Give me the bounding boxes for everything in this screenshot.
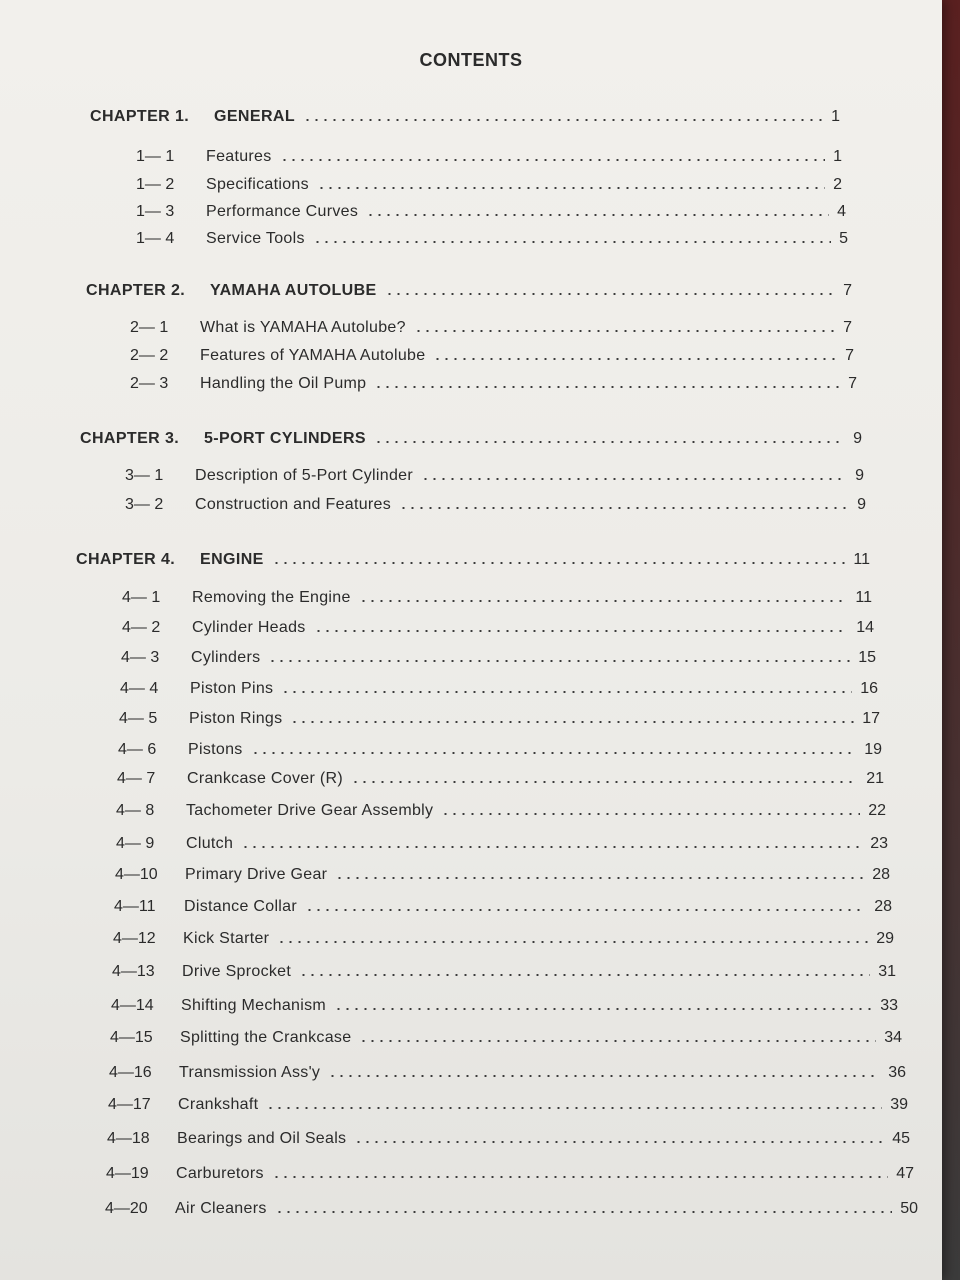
section-number: 2— 3 (130, 375, 169, 392)
dot-leader (305, 909, 866, 911)
toc-entry (106, 1159, 914, 1183)
section-number: 4— 4 (120, 680, 159, 697)
toc-entry (121, 643, 876, 667)
toc-entry (122, 583, 872, 607)
section-title: Drive Sprocket (182, 963, 292, 980)
toc-entry (130, 341, 854, 365)
dot-leader (280, 159, 826, 161)
toc-entry (130, 369, 857, 393)
section-number: 2— 2 (130, 347, 169, 364)
section-title: Clutch (186, 835, 234, 852)
section-number: 4—13 (112, 963, 155, 980)
section-title: Crankcase Cover (R) (187, 770, 343, 787)
section-title: Cylinder Heads (192, 619, 306, 636)
page-number: 16 (860, 680, 878, 697)
toc-entry (105, 1194, 918, 1218)
dot-leader (299, 974, 870, 976)
section-title: Pistons (188, 741, 243, 758)
dot-leader (281, 691, 852, 693)
page-number: 17 (862, 710, 880, 727)
chapter-heading-2 (86, 276, 852, 300)
section-title: What is YAMAHA Autolube? (200, 319, 406, 336)
toc-entry (125, 461, 864, 485)
dot-leader (272, 562, 846, 564)
section-number: 4—17 (108, 1096, 151, 1113)
page-number: 45 (892, 1130, 910, 1147)
section-number: 4— 5 (119, 710, 158, 727)
section-number: 4— 8 (116, 802, 155, 819)
toc-entry (136, 197, 846, 221)
dot-leader (385, 293, 835, 295)
dot-leader (241, 846, 862, 848)
page-number: 22 (868, 802, 886, 819)
toc-entry (125, 490, 866, 514)
toc-entry (130, 313, 852, 337)
page-number: 14 (856, 619, 874, 636)
page-number: 2 (833, 176, 842, 193)
section-title: Handling the Oil Pump (200, 375, 367, 392)
section-number: 4— 7 (117, 770, 156, 787)
section-title: Carburetors (176, 1165, 264, 1182)
chapter-number: CHAPTER 2. (86, 282, 186, 299)
page-number: 7 (848, 375, 857, 392)
page-number: 28 (874, 898, 892, 915)
chapter-number: CHAPTER 4. (76, 551, 176, 568)
dot-leader (366, 214, 829, 216)
dot-leader (275, 1211, 893, 1213)
dot-leader (251, 752, 857, 754)
page-number: 15 (858, 649, 876, 666)
chapter-title: YAMAHA AUTOLUBE (210, 282, 377, 299)
page-number: 1 (831, 108, 840, 125)
toc-entry (107, 1124, 910, 1148)
section-title: Piston Pins (190, 680, 274, 697)
section-title: Crankshaft (178, 1096, 259, 1113)
page-title: CONTENTS (419, 50, 523, 70)
toc-entry (115, 860, 890, 884)
section-number: 4—15 (110, 1029, 153, 1046)
page-number: 4 (837, 203, 846, 220)
toc-entry (114, 892, 892, 916)
section-number: 4— 2 (122, 619, 161, 636)
section-number: 4—20 (105, 1200, 148, 1217)
page-number: 21 (866, 770, 884, 787)
section-title: Piston Rings (189, 710, 283, 727)
dot-leader (266, 1107, 882, 1109)
page-number: 50 (900, 1200, 918, 1217)
section-number: 4—11 (114, 898, 156, 915)
section-number: 4— 1 (122, 589, 161, 606)
dot-leader (374, 441, 845, 443)
toc-entry (118, 735, 882, 759)
section-title: Primary Drive Gear (185, 866, 328, 883)
toc-entry (117, 764, 884, 788)
section-number: 4—14 (111, 997, 154, 1014)
dot-leader (354, 1141, 884, 1143)
section-number: 4—12 (113, 930, 156, 947)
dot-leader (335, 877, 864, 879)
page-number: 33 (880, 997, 898, 1014)
toc-entry (120, 674, 878, 698)
dot-leader (272, 1176, 888, 1178)
section-number: 4—19 (106, 1165, 149, 1182)
section-title: Specifications (206, 176, 309, 193)
section-title: Transmission Ass'y (179, 1064, 321, 1081)
section-number: 1— 2 (136, 176, 175, 193)
chapter-title: 5-PORT CYLINDERS (204, 430, 366, 447)
dot-leader (328, 1075, 880, 1077)
section-number: 4—10 (115, 866, 158, 883)
section-number: 4— 3 (121, 649, 160, 666)
section-number: 2— 1 (130, 319, 169, 336)
section-title: Tachometer Drive Gear Assembly (186, 802, 434, 819)
section-number: 4—18 (107, 1130, 150, 1147)
section-title: Removing the Engine (192, 589, 351, 606)
page-number: 11 (855, 589, 872, 606)
dot-leader (313, 241, 831, 243)
dot-leader (421, 478, 847, 480)
chapter-number: CHAPTER 1. (90, 108, 190, 125)
section-number: 1— 4 (136, 230, 175, 247)
section-title: Features (206, 148, 272, 165)
page-number: 19 (864, 741, 882, 758)
toc-entry (110, 1023, 902, 1047)
page-number: 9 (853, 430, 862, 447)
toc-entry (111, 991, 898, 1015)
chapter-heading-1 (90, 102, 840, 126)
section-title: Performance Curves (206, 203, 359, 220)
dot-leader (359, 600, 848, 602)
dot-leader (399, 507, 849, 509)
dot-leader (441, 813, 860, 815)
chapter-number: CHAPTER 3. (80, 430, 180, 447)
dot-leader (290, 721, 854, 723)
section-title: Shifting Mechanism (181, 997, 327, 1014)
page-number: 9 (857, 496, 866, 513)
page-number: 23 (870, 835, 888, 852)
dot-leader (317, 187, 825, 189)
toc-entry (113, 924, 894, 948)
dot-leader (374, 386, 840, 388)
page-number: 47 (896, 1165, 914, 1182)
section-number: 1— 1 (136, 148, 175, 165)
toc-entry (136, 142, 842, 166)
section-title: Kick Starter (183, 930, 270, 947)
toc-entry (112, 957, 896, 981)
page-number: 34 (884, 1029, 902, 1046)
section-title: Description of 5-Port Cylinder (195, 467, 413, 484)
dot-leader (351, 781, 858, 783)
toc-entry (109, 1058, 906, 1082)
section-number: 4—16 (109, 1064, 152, 1081)
toc-entry (136, 170, 842, 194)
toc-entry (119, 704, 880, 728)
toc-entry (116, 796, 886, 820)
page-number: 7 (843, 319, 852, 336)
dot-leader (314, 630, 849, 632)
page-number: 11 (853, 551, 870, 568)
toc-entry (116, 829, 888, 853)
section-title: Splitting the Crankcase (180, 1029, 352, 1046)
toc-entry (108, 1090, 908, 1114)
page-number: 39 (890, 1096, 908, 1113)
page-number: 9 (855, 467, 864, 484)
section-title: Features of YAMAHA Autolube (200, 347, 426, 364)
dot-leader (277, 941, 868, 943)
page-number: 29 (876, 930, 894, 947)
page-number: 1 (833, 148, 842, 165)
chapter-title: ENGINE (200, 551, 264, 568)
section-number: 4— 9 (116, 835, 155, 852)
section-number: 3— 1 (125, 467, 164, 484)
page-number: 36 (888, 1064, 906, 1081)
page-number: 7 (843, 282, 852, 299)
chapter-title: GENERAL (214, 108, 296, 125)
section-title: Service Tools (206, 230, 305, 247)
dot-leader (303, 119, 823, 121)
section-number: 4— 6 (118, 741, 157, 758)
section-title: Distance Collar (184, 898, 297, 915)
dot-leader (268, 660, 850, 662)
page-number: 5 (839, 230, 848, 247)
dot-leader (359, 1040, 876, 1042)
toc-entry (122, 613, 874, 637)
section-title: Air Cleaners (175, 1200, 267, 1217)
toc-entry (136, 224, 848, 248)
chapter-heading-3 (80, 424, 862, 448)
dot-leader (433, 358, 837, 360)
section-number: 3— 2 (125, 496, 164, 513)
section-number: 1— 3 (136, 203, 175, 220)
dot-leader (334, 1008, 872, 1010)
page-number: 31 (878, 963, 896, 980)
section-title: Construction and Features (195, 496, 392, 513)
section-title: Cylinders (191, 649, 261, 666)
dot-leader (414, 330, 835, 332)
chapter-heading-4 (76, 545, 870, 569)
section-title: Bearings and Oil Seals (177, 1130, 347, 1147)
page-number: 7 (845, 347, 854, 364)
page-number: 28 (872, 866, 890, 883)
